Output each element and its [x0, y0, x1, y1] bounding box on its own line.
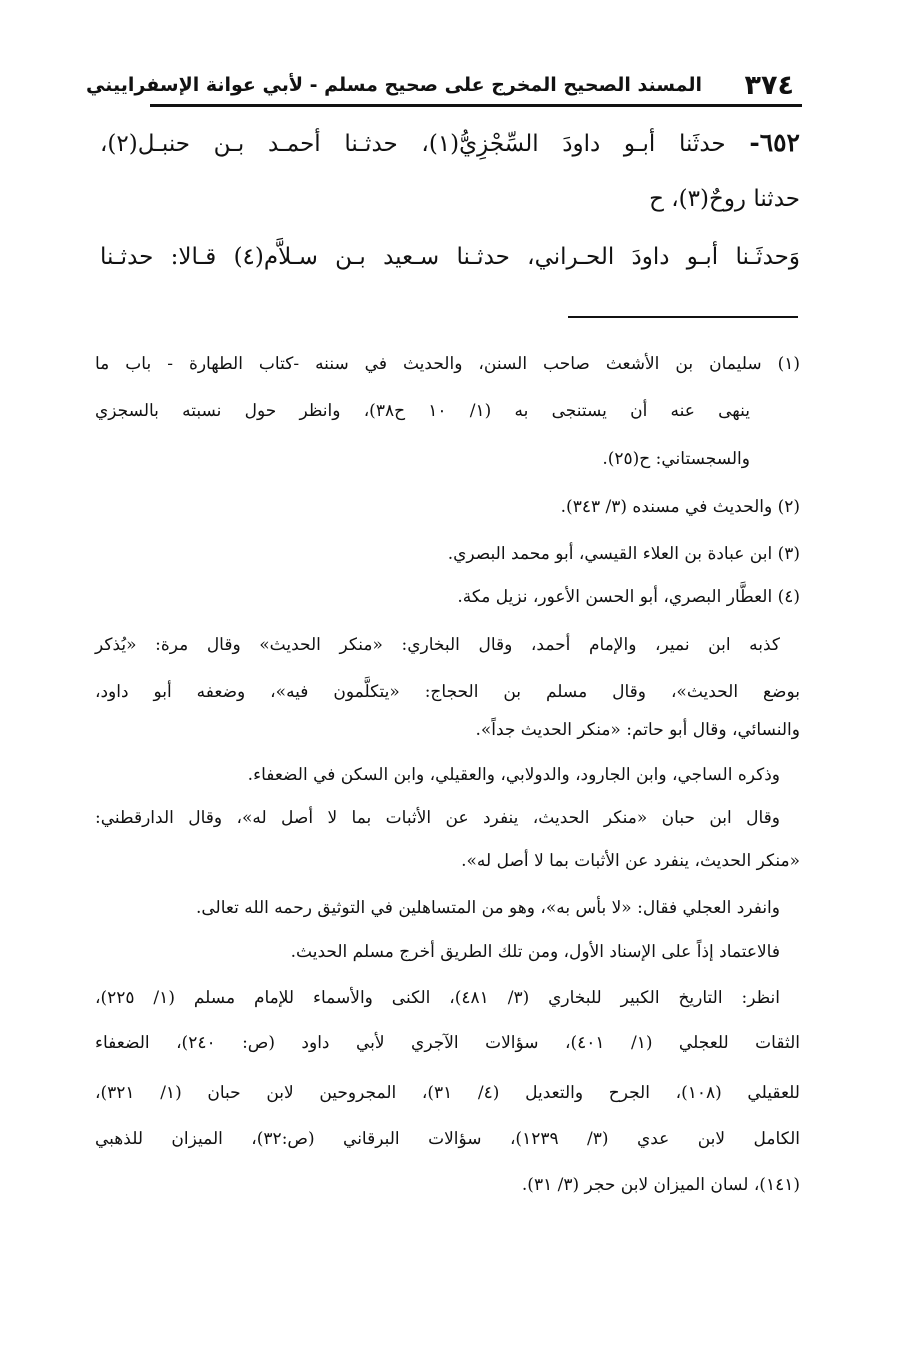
- footnote-line: الكامل لابن عدي (٣/ ١٢٣٩)، سؤالات البرقاني (ص:٣٢)، الميزان للذهبي: [95, 1129, 800, 1149]
- footnote-separator: [568, 316, 798, 318]
- footnote-line: كذبه ابن نمير، والإمام أحمد، وقال البخاري: «منكر الحديث» وقال مرة: «يُذكر: [95, 635, 780, 655]
- hadith-line-2: حدثنا روحٌ(٣)، ح: [649, 186, 800, 212]
- footnote-line: (١) سليمان بن الأشعث صاحب السنن، والحديث في سننه -كتاب الطهارة - باب ما: [95, 354, 800, 374]
- footnote-line: «منكر الحديث، ينفرد عن الأثبات بما لا أصل له».: [461, 851, 800, 871]
- footnote-line: الثقات للعجلي (١/ ٤٠١)، سؤالات الآجري لأبي داود (ص: ٢٤٠)، الضعفاء: [95, 1033, 800, 1053]
- hadith-number: ٦٥٢-: [749, 128, 800, 157]
- footnote-line: (٣) ابن عبادة بن العلاء القيسي، أبو محمد البصري.: [447, 544, 800, 564]
- footnote-line: والسجستاني: ح(٢٥).: [602, 449, 750, 469]
- hadith-text-1: حدثَنا أبـو داودَ السِّجْزِيُّ(١)، حدثـنا أحمـد بـن حنبـل(٢)،: [100, 131, 726, 157]
- header-rule: [150, 104, 802, 107]
- footnote-line: بوضع الحديث»، وقال مسلم بن الحجاج: «يتكلَّمون فيه»، وضعفه أبو داود،: [95, 682, 800, 702]
- footnote-line: والنسائي، وقال أبو حاتم: «منكر الحديث جداً».: [475, 720, 800, 740]
- footnote-line: (٤) العطَّار البصري، أبو الحسن الأعور، نزيل مكة.: [457, 587, 800, 607]
- footnote-line: انظر: التاريخ الكبير للبخاري (٣/ ٤٨١)، الكنى والأسماء للإمام مسلم (١/ ٢٢٥)،: [95, 988, 780, 1008]
- page-number: ٣٧٤: [744, 70, 794, 101]
- hadith-line-1: [100, 130, 800, 156]
- running-title: المسند الصحيح المخرج على صحيح مسلم - لأبي عوانة الإسفراييني: [86, 74, 702, 96]
- footnote-line: وانفرد العجلي فقال: «لا بأس به»، وهو من المتساهلين في التوثيق رحمه الله تعالى.: [195, 898, 780, 918]
- footnote-line: وذكره الساجي، وابن الجارود، والدولابي، والعقيلي، وابن السكن في الضعفاء.: [247, 765, 780, 785]
- footnote-line: للعقيلي (١٠٨)، الجرح والتعديل (٤/ ٣١)، المجروحين لابن حبان (١/ ٣٢١)،: [95, 1083, 800, 1103]
- footnote-line: (١٤١)، لسان الميزان لابن حجر (٣/ ٣١).: [521, 1175, 800, 1195]
- footnote-line: (٢) والحديث في مسنده (٣/ ٣٤٣).: [560, 497, 800, 517]
- footnote-line: ينهى عنه أن يستنجى به (١/ ١٠ ح٣٨)، وانظر حول نسبته بالسجزي: [95, 401, 750, 421]
- footnote-line: فالاعتماد إذاً على الإسناد الأول، ومن تلك الطريق أخرج مسلم الحديث.: [290, 942, 780, 962]
- running-header: [86, 70, 800, 102]
- footnote-line: وقال ابن حبان «منكر الحديث، ينفرد عن الأثبات بما لا أصل له»، وقال الدارقطني:: [95, 808, 780, 828]
- hadith-line-3: وَحدثَـنا أبـو داودَ الحـراني، حدثـنا سـعيد بـن سـلاَّم(٤) قـالا: حدثـنا: [100, 244, 800, 270]
